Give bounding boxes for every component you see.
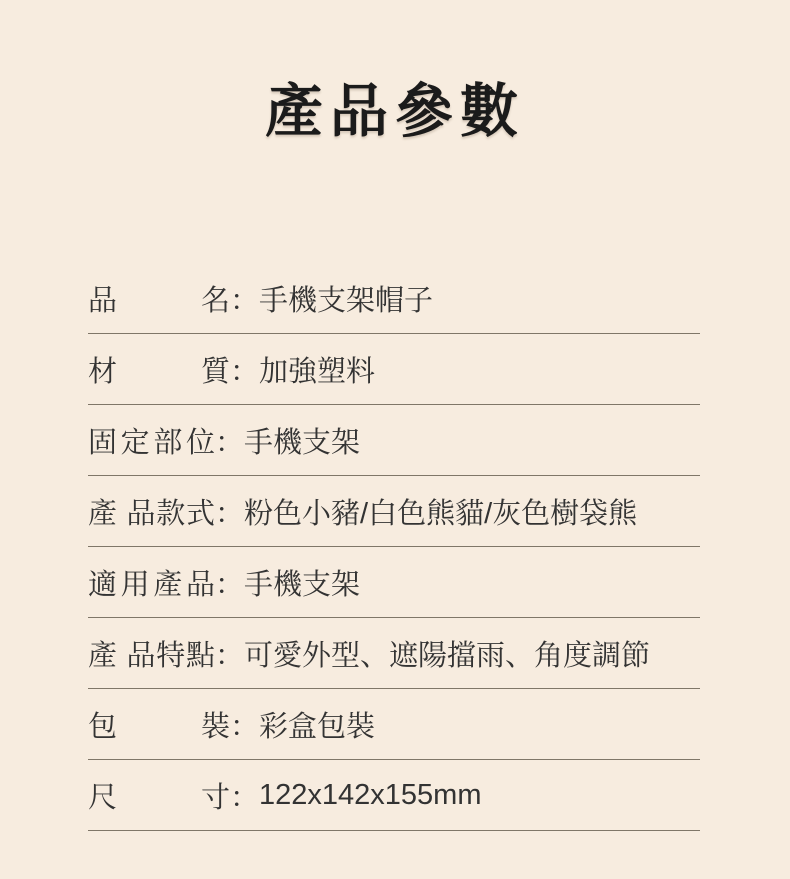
param-colon: ： xyxy=(230,781,260,814)
param-value: 加強塑料 xyxy=(259,355,376,388)
param-colon: ： xyxy=(215,639,245,672)
param-colon: ： xyxy=(215,426,245,459)
param-label: 適用產品 xyxy=(88,568,215,601)
param-colon: ： xyxy=(230,284,260,317)
param-value: 手機支架帽子 xyxy=(259,284,434,317)
param-row xyxy=(88,547,700,618)
param-value: 122x142x155mm xyxy=(259,778,482,811)
param-value: 粉色小豬/白色熊貓/灰色樹袋熊 xyxy=(244,497,638,530)
param-value: 可愛外型、遮陽擋雨、角度調節 xyxy=(244,639,651,672)
param-row xyxy=(88,689,700,760)
param-colon: ： xyxy=(215,568,245,601)
param-value: 手機支架 xyxy=(244,426,361,459)
param-value: 彩盒包裝 xyxy=(259,710,376,743)
param-row xyxy=(88,476,700,547)
param-label: 品 名 xyxy=(88,284,230,317)
param-row xyxy=(88,263,700,334)
param-colon: ： xyxy=(230,710,260,743)
param-row xyxy=(88,760,700,831)
param-row xyxy=(88,405,700,476)
param-label: 產 品特點 xyxy=(88,639,215,672)
param-colon: ： xyxy=(230,355,260,388)
param-label: 尺 寸 xyxy=(88,781,230,814)
param-label: 固定部位 xyxy=(88,426,215,459)
param-label: 產 品款式 xyxy=(88,497,215,530)
param-label: 包 裝 xyxy=(88,710,230,743)
param-row xyxy=(88,618,700,689)
param-label: 材 質 xyxy=(88,355,230,388)
page-title: 產品參數 xyxy=(264,79,525,144)
param-row xyxy=(88,334,700,405)
param-value: 手機支架 xyxy=(244,568,361,601)
param-colon: ： xyxy=(215,497,245,530)
parameters-table xyxy=(88,263,700,831)
